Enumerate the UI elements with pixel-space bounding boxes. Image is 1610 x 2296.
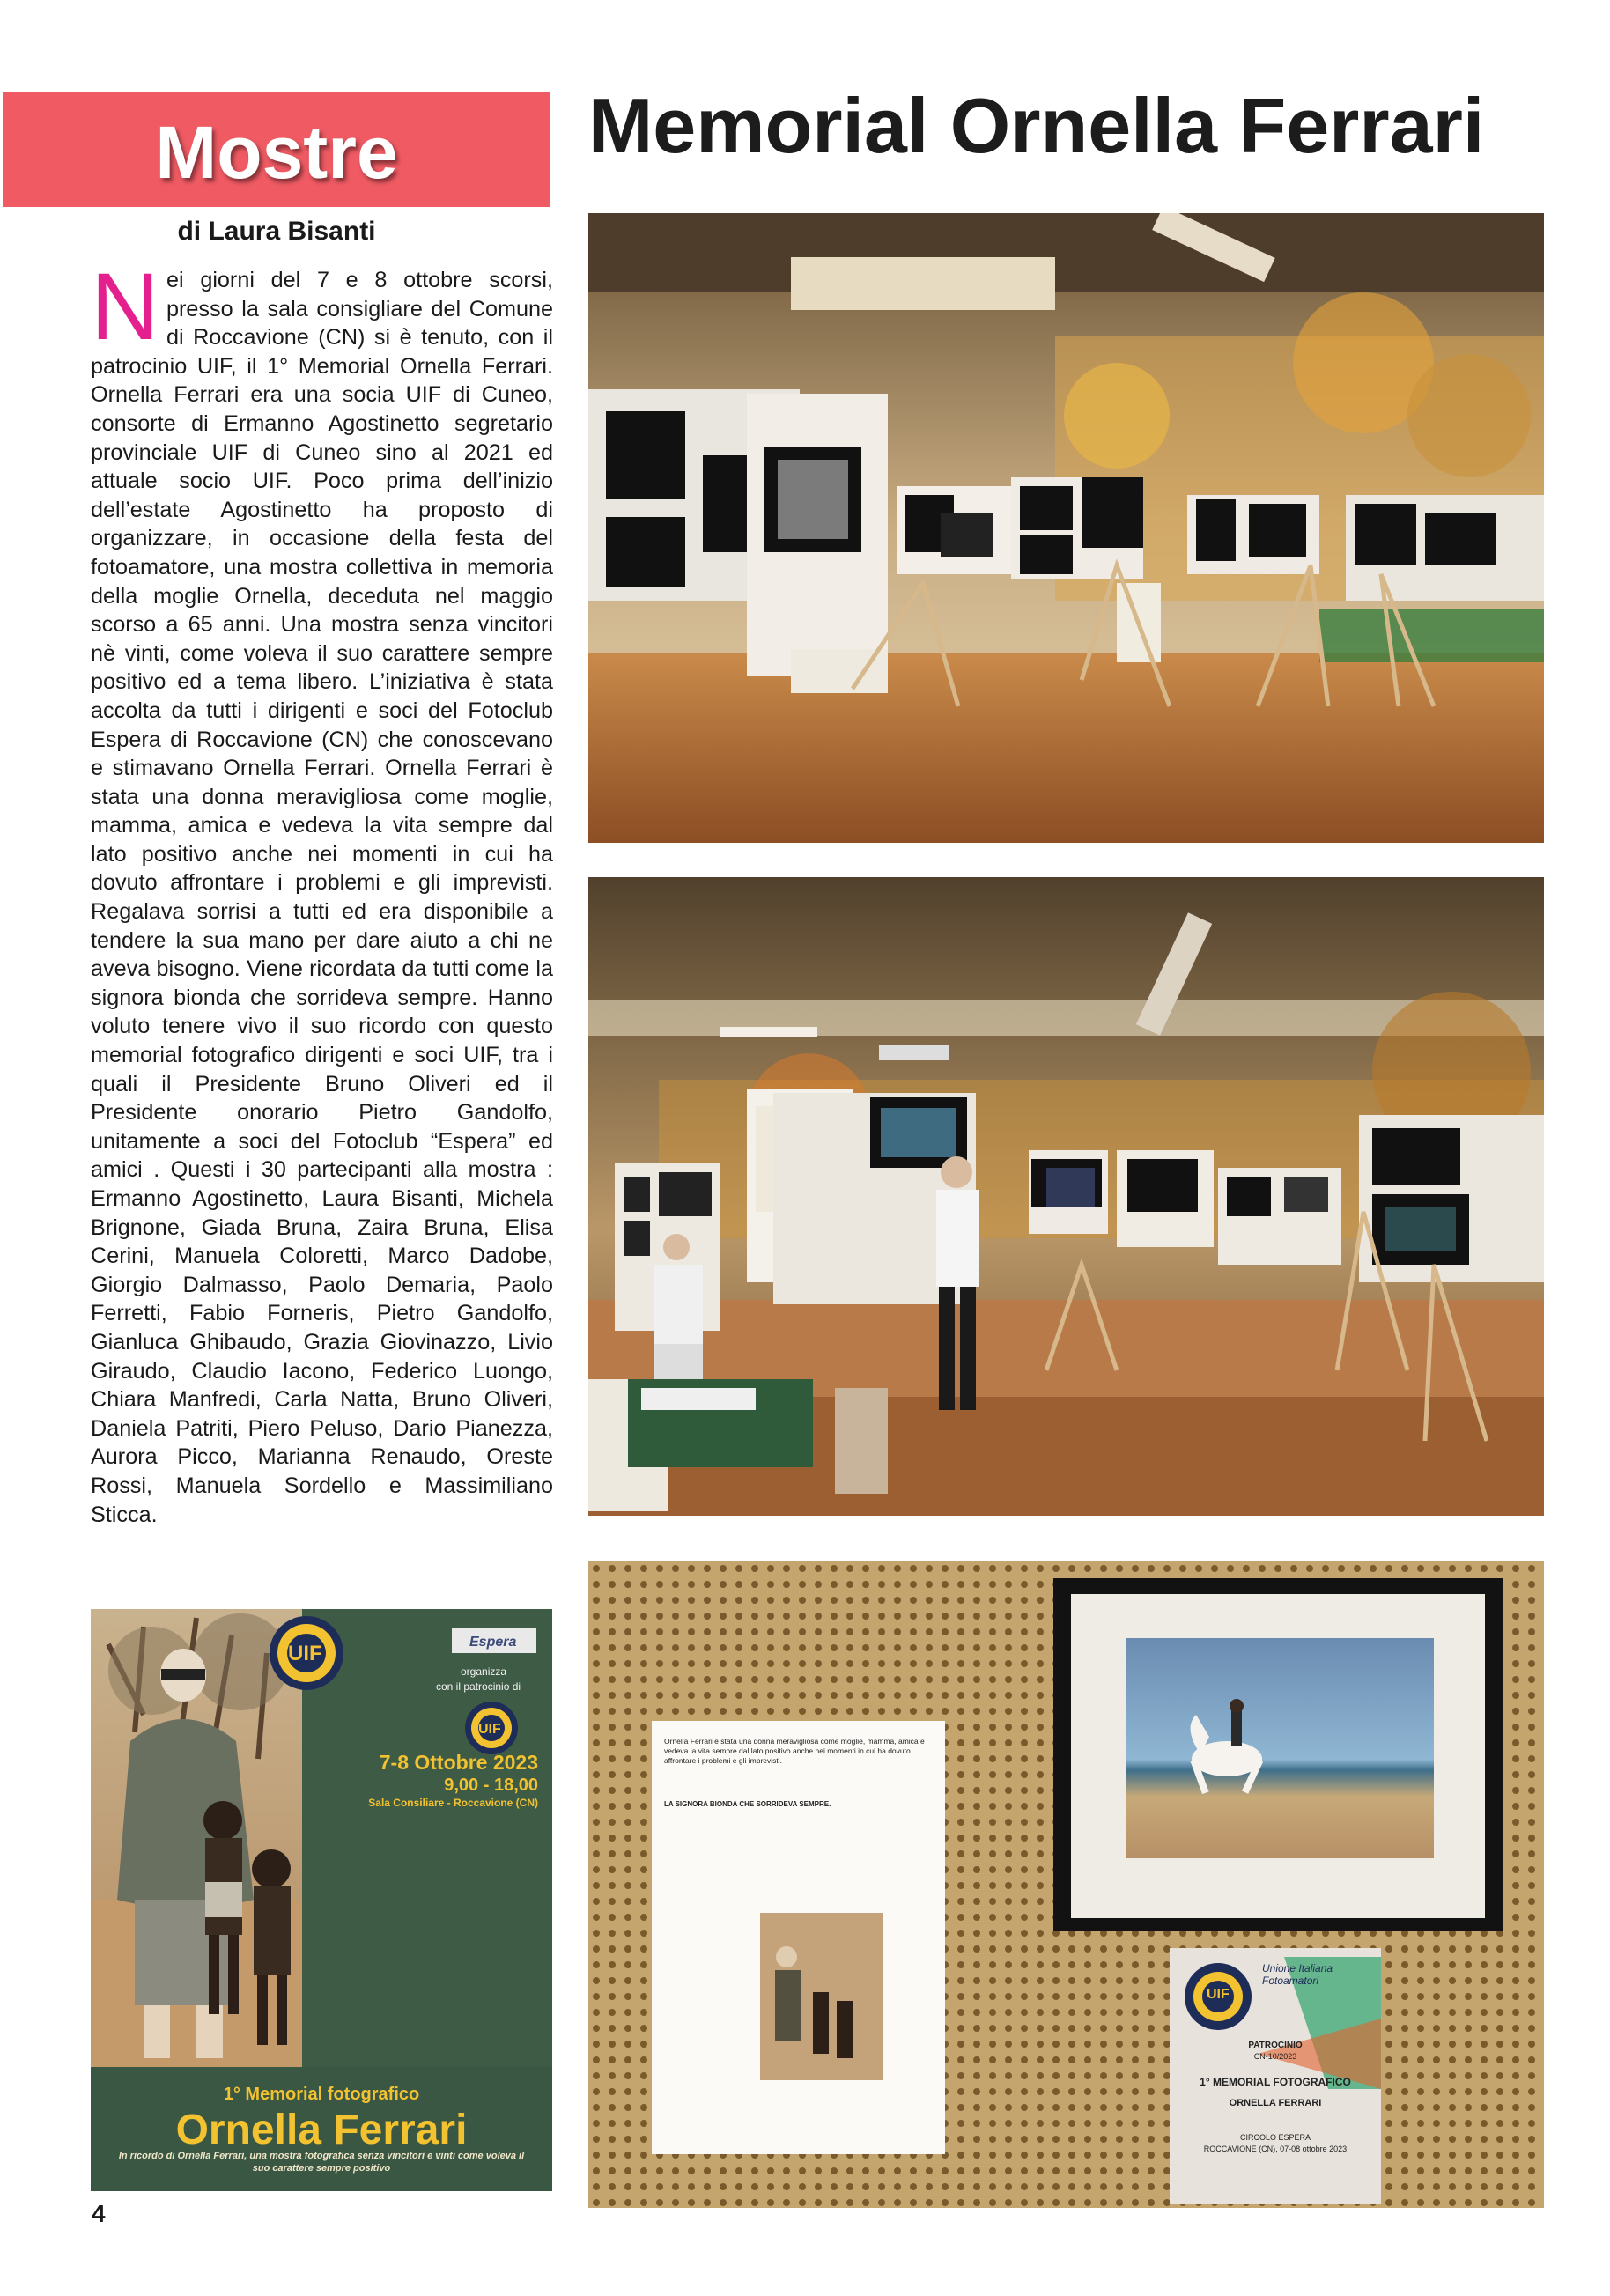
section-banner	[3, 92, 550, 207]
poster-logo-top: UIF	[288, 1642, 322, 1665]
exhibition-photo-2	[588, 877, 1544, 1516]
article-text: ei giorni del 7 e 8 ottobre scorsi, presso la sala consigliare del Comune di Roccavione (CN) si è tenuto, con il patrocinio UIF, il 1° Memorial Ornella Ferrari. Ornella Ferrari era una socia UIF di Cuneo, consorte di Ermanno Agostinetto segretario provinciale UIF di Cuneo sino al 2021 ed attuale socio UIF. Poco prima dell’inizio dell’estate Agostinetto ha proposto di organizzare, in occasione della festa del fotoamatore, una mostra collettiva in memoria della moglie Ornella, deceduta nel maggio scorso a 65 anni. Una mostra senza vincitori nè vinti, come voleva il suo carattere sempre positivo ed a tema libero. L’iniziativa è stata accolta da tutti i dirigenti e soci del Fotoclub Espera di Roccavione (CN) che conoscevano e stimavano Ornella Ferrari. Ornella Ferrari è stata una donna meravigliosa come moglie, mamma, amica e vedeva la vita sempre dal lato positivo anche nei momenti in cui ha dovuto affrontare i problemi e gli imprevisti. Regalava sorrisi a tutti ed era disponibile a tendere la sua mano per dare aiuto a chi ne aveva bisogno. Viene ricordata da tutti come la signora bionda che sorrideva sempre. Hanno voluto tenere vivo il suo ricordo con questo memorial fotografico dirigenti e soci UIF, tra i quali il Presidente Bruno Oliveri ed il Presidente onorario Pietro Gandolfo, unitamente a soci del Fotoclub “Espera” ed amici . Questi i 30 partecipanti alla mostra : Ermanno Agostinetto, Laura Bisanti, Michela Brignone, Giada Bruna, Zaira Bruna, Elisa Cerini, Manuela Coloretti, Marco Dadobe, Giorgio Dalmasso, Paolo Demaria, Paolo Ferretti, Fabio Forneris, Pietro Gandolfo, Gianluca Ghibaudo, Grazia Giovinazzo, Livio Giraudo, Claudio Iacono, Federico Luongo, Chiara Manfredi, Carla Natta, Bruno Oliveri, Daniela Patriti, Piero Peluso, Dario Pianezza, Aurora Picco, Marianna Renaudo, Oreste Rossi, Manuela Sordello e Massimiliano Sticca.	[91, 268, 553, 1527]
poster-memorial-line: 1° Memorial fotografico	[223, 2085, 420, 2104]
section-label: Mostre	[155, 111, 398, 194]
memorial-panel-text: Ornella Ferrari è stata una donna meravigliosa come moglie, mamma, amica e vedeva la vita sempre dal lato positivo anche nei momenti in cui ha dovuto affrontare i problemi e gli imprevisti.	[664, 1737, 925, 1765]
sign-org: Unione Italiana Fotoamatori	[1262, 1962, 1333, 1987]
poster-logo-middle: UIF	[478, 1722, 501, 1737]
page-title: Memorial Ornella Ferrari	[588, 82, 1485, 169]
article-body	[91, 253, 553, 1529]
page-number: 4	[92, 2200, 106, 2227]
sign-logo: UIF	[1207, 1987, 1230, 2002]
poster-name: Ornella Ferrari	[175, 2107, 468, 2153]
sign-name: ORNELLA FERRARI	[1229, 2098, 1322, 2108]
byline: di Laura Bisanti	[177, 217, 376, 246]
poster-dates: 7-8 Ottobre 2023	[379, 1751, 538, 1774]
poster-graphic	[91, 1609, 552, 2191]
event-poster	[91, 1609, 552, 2191]
sign-code: CN-10/2023	[1253, 2052, 1297, 2061]
poster-caption: In ricordo di Ornella Ferrari, una mostra fotografica senza vincitori e vinti come voleva il suo carattere sempre positivo	[118, 2151, 525, 2174]
poster-club-label: Espera	[469, 1635, 517, 1650]
poster-patrocinio: con il patrocinio di	[436, 1680, 521, 1693]
sign-date: ROCCAVIONE (CN), 07-08 ottobre 2023	[1203, 2145, 1348, 2153]
poster-venue: Sala Consiliare - Roccavione (CN)	[368, 1797, 538, 1809]
exhibition-photo-3	[588, 1561, 1544, 2208]
poster-organizza: organizza	[461, 1665, 507, 1678]
sign-club: CIRCOLO ESPERA	[1239, 2133, 1311, 2142]
sign-memorial: 1° MEMORIAL FOTOGRAFICO	[1200, 2076, 1351, 2088]
exhibition-photo-1	[588, 213, 1544, 843]
memorial-panel-motto: LA SIGNORA BIONDA CHE SORRIDEVA SEMPRE.	[664, 1800, 831, 1808]
sign-patrocinio: PATROCINIO	[1248, 2041, 1303, 2050]
drop-cap: N	[91, 253, 159, 359]
poster-hours: 9,00 - 18,00	[444, 1776, 538, 1795]
